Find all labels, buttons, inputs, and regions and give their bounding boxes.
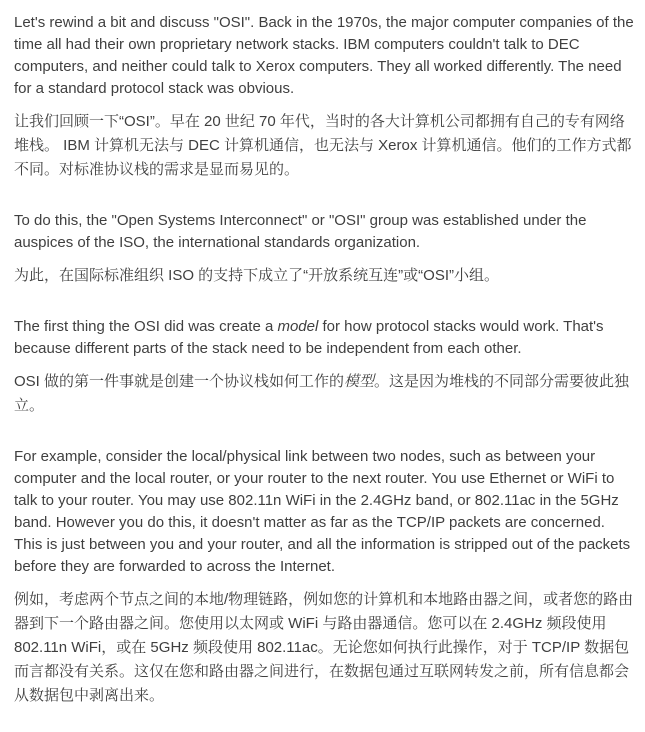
text-run: 。这是因为堆栈的不同部分需要彼此独立。 [14,373,630,414]
text-run: 让我们回顾一下“OSI”。早在 20 世纪 70 年代，当时的各大计算机公司都拥有自己的专有网络堆栈。 IBM 计算机无法与 DEC 计算机通信，也无法与 Xerox 计算机通信。他们的工作方式都不同。对标准协议栈的需求是显而易见的。 [14,113,632,178]
paragraph-zh-8 [14,588,635,708]
paragraph-en-5 [14,316,635,360]
text-run: for how protocol stacks would work. That's because different parts of the stack need to be independent from each other. [14,318,604,357]
text-run: Let's rewind a bit and discuss "OSI". Back in the 1970s, the major computer companies of the time all had their own proprietary network stacks. IBM computers couldn't talk to DEC computers, and neither could talk to Xerox computers. They all worked differently. The need for a standard protocol stack was obvious. [14,14,634,97]
text-run: 为此，在国际标准组织 ISO 的支持下成立了“开放系统互连”或“OSI”小组。 [14,267,499,284]
paragraph-en-3 [14,210,635,254]
text-run: For example, consider the local/physical link between two nodes, such as between your computer and the local router, or your router to the next router. You use Ethernet or WiFi to talk to your router. You may use 802.11n WiFi in the 2.4GHz band, or 802.11ac in the 5GHz band. However you do this, it doesn't matter as far as the TCP/IP packets are concerned. This is just between you and your router, and all the information is stripped out of the packets before they are forwarded to across the Internet. [14,448,631,575]
paragraph-zh-6 [14,370,635,418]
paragraph-en-7 [14,446,635,578]
text-run: The first thing the OSI did was create a [14,318,278,335]
paragraph-zh-4 [14,264,635,288]
text-run: To do this, the "Open Systems Interconnect" or "OSI" group was established under the auspices of the ISO, the international standards organization. [14,212,587,251]
text-run-italic: model [277,318,319,335]
text-run: OSI 做的第一件事就是创建一个协议栈如何工作的 [14,373,345,390]
paragraph-zh-2 [14,110,635,182]
text-run-italic: 模型 [344,373,375,390]
text-run: 例如，考虑两个节点之间的本地/物理链路，例如您的计算机和本地路由器之间，或者您的路由器到下一个路由器之间。您使用以太网或 WiFi 与路由器通信。您可以在 2.4GHz 频段使用 802.11n WiFi，或在 5GHz 频段使用 802.11ac。无论您如何执行此操作，对于 TCP/IP 数据包而言都没有关系。这仅在您和路由器之间进行，在数据包通过互联网转发之前，所有信息都会从数据包中剥离出来。 [14,591,634,704]
paragraph-en-1 [14,12,635,100]
